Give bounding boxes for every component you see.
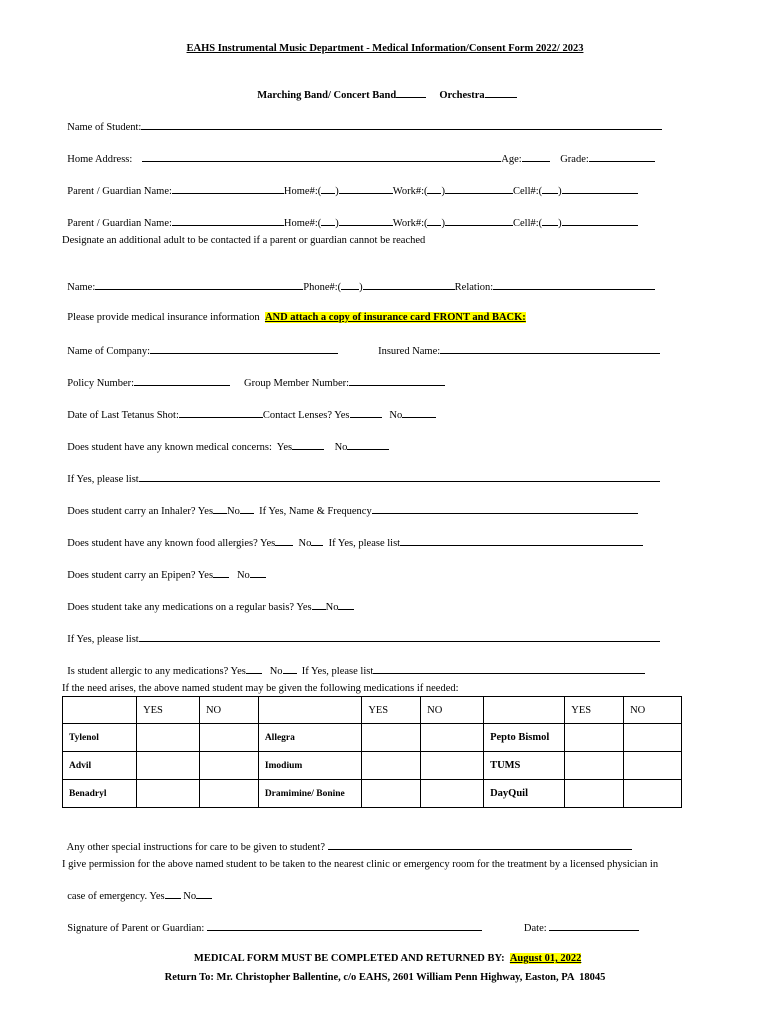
no-checkbox-cell[interactable] [624,724,682,752]
paren: ) [558,218,562,229]
no-checkbox-cell[interactable] [199,724,258,752]
phone-label: Phone#:( [303,282,342,293]
allergic-meds-yes[interactable] [246,663,262,674]
epipen-label: Does student carry an Epipen? Yes [67,570,214,581]
age-label: Age: [501,154,522,165]
paren: ) [558,186,562,197]
meds-list-field[interactable] [139,631,660,642]
home-address-field[interactable] [142,151,501,162]
home-phone-label: Home#:( [283,186,322,197]
paren: ) [441,218,445,229]
parent-name-field-2[interactable] [172,215,284,226]
band-line [252,74,517,102]
medication-name: Tylenol [63,724,137,752]
insurance-attach-note: AND attach a copy of insurance card FRONT and BACK: [264,312,526,323]
parent-name-field-1[interactable] [172,183,284,194]
special-instructions-row [62,826,632,854]
yes-checkbox-cell[interactable] [565,780,624,808]
home-address-row [62,138,655,166]
name-frequency-label: If Yes, Name & Frequency [259,506,372,517]
medication-name: Pepto Bismol [484,724,565,752]
parent-name-label: Parent / Guardian Name: [67,186,172,197]
medication-name: Allegra [258,724,362,752]
no-label: No [236,570,250,581]
cell-phone-field-2[interactable] [562,215,638,226]
signature-field[interactable] [207,920,482,931]
if-yes-list-label: If Yes, please list [67,474,139,485]
grade-field[interactable] [589,151,655,162]
no-label: No [389,410,403,421]
home-address-label: Home Address: [67,154,133,165]
home-area-field-1[interactable] [321,183,335,194]
yes-checkbox-cell[interactable] [362,752,421,780]
no-checkbox-cell[interactable] [199,752,258,780]
signature-label: Signature of Parent or Guardian: [67,923,205,934]
table-header-cell [63,697,137,724]
work-phone-label: Work#:( [392,186,428,197]
no-checkbox-cell[interactable] [421,780,484,808]
relation-label: Relation: [454,282,494,293]
date-label: Date: [523,923,547,934]
no-label: No [298,538,312,549]
cell-area-field-1[interactable] [542,183,558,194]
inhaler-no[interactable] [240,503,254,514]
if-yes-list-label: If Yes, please list [328,538,401,549]
yes-checkbox-cell[interactable] [137,724,200,752]
epipen-row [62,554,266,582]
paren: ) [441,186,445,197]
form-title: EAHS Instrumental Music Department - Medical Information/Consent Form 2022/ 2023 [186,43,584,54]
home-phone-field-1[interactable] [339,183,393,194]
paren: ) [359,282,363,293]
contact-lenses-no[interactable] [402,407,436,418]
student-name-label: Name of Student: [67,122,142,133]
work-area-field-2[interactable] [427,215,441,226]
relation-field[interactable] [493,279,655,290]
medication-name: Dramimine/ Bonine [258,780,362,808]
regular-meds-no[interactable] [338,599,354,610]
inhaler-label: Does student carry an Inhaler? Yes [67,506,214,517]
medication-name: DayQuil [484,780,565,808]
additional-phone-field[interactable] [363,279,455,290]
work-phone-label: Work#:( [392,218,428,229]
permission-yes-label: case of emergency. Yes [67,891,165,902]
table-row [63,780,682,808]
allergic-meds-label: Is student allergic to any medications? Yes [67,666,246,677]
medical-concerns-no[interactable] [347,439,389,450]
company-label: Name of Company: [67,346,151,357]
if-yes-list-label: If Yes, please list [301,666,374,677]
signature-row [62,907,639,935]
group-number-field[interactable] [349,375,445,386]
table-header-row [63,697,682,724]
work-phone-field-2[interactable] [445,215,513,226]
must-return-row [0,939,770,965]
no-checkbox-cell[interactable] [624,780,682,808]
marching-band-blank[interactable] [396,87,426,98]
policy-row [62,362,445,390]
food-allergies-label: Does student have any known food allergies? Yes [67,538,276,549]
policy-number-field[interactable] [134,375,230,386]
regular-meds-yes[interactable] [312,599,326,610]
no-checkbox-cell[interactable] [199,780,258,808]
no-label: No [183,891,197,902]
allergic-meds-no[interactable] [283,663,297,674]
no-checkbox-cell[interactable] [421,752,484,780]
food-allergies-no[interactable] [311,535,323,546]
policy-number-label: Policy Number: [67,378,135,389]
parent-guardian-row-2 [62,202,638,230]
concerns-list-row [62,458,660,486]
contact-lenses-label: Contact Lenses? Yes [262,410,350,421]
no-header: NO [199,697,258,724]
yes-header: YES [362,697,421,724]
permission-yes[interactable] [165,888,181,899]
inhaler-yes[interactable] [213,503,227,514]
additional-name-field[interactable] [95,279,303,290]
allergic-meds-field[interactable] [373,663,645,674]
yes-checkbox-cell[interactable] [137,780,200,808]
due-date: August 01, 2022 [509,953,582,964]
company-row [62,330,660,358]
food-allergies-field[interactable] [400,535,643,546]
special-instructions-label: Any other special instructions for care to be given to student? [66,842,326,853]
cell-phone-label: Cell#:( [512,186,543,197]
no-label: No [334,442,348,453]
no-label: No [269,666,283,677]
yes-header: YES [565,697,624,724]
if-yes-list-label: If Yes, please list [67,634,139,645]
if-need-arises-text: If the need arises, the above named student may be given the following medications if needed: [62,683,459,694]
cell-area-field-2[interactable] [542,215,558,226]
name-label: Name: [67,282,96,293]
inhaler-row [62,490,638,518]
medical-concerns-yes[interactable] [292,439,324,450]
table-header-cell [258,697,362,724]
yes-checkbox-cell[interactable] [362,724,421,752]
yes-checkbox-cell[interactable] [137,752,200,780]
insurance-row [62,298,526,324]
tetanus-label: Date of Last Tetanus Shot: [67,410,179,421]
date-field[interactable] [549,920,639,931]
no-label: No [325,602,339,613]
permission-line-1: I give permission for the above named student to be taken to the nearest clinic or emergency room for the treatment by a licensed physician in [62,859,659,870]
regular-meds-label: Does student take any medications on a regular basis? Yes [67,602,312,613]
home-phone-field-2[interactable] [339,215,393,226]
marching-band-label: Marching Band/ Concert Band [257,90,397,101]
concerns-list-field[interactable] [139,471,660,482]
yes-header: YES [137,697,200,724]
no-label: No [227,506,240,517]
allergic-meds-row [62,650,645,678]
age-field[interactable] [522,151,550,162]
student-name-row [62,106,662,134]
tetanus-row [62,394,436,422]
group-number-label: Group Member Number: [244,378,350,389]
student-name-field[interactable] [141,119,662,130]
epipen-no[interactable] [250,567,266,578]
grade-label: Grade: [560,154,589,165]
yes-checkbox-cell[interactable] [565,752,624,780]
permission-line-2-row [62,875,212,903]
table-row [63,752,682,780]
work-area-field-1[interactable] [427,183,441,194]
paren: ) [335,218,339,229]
meds-list-row [62,618,660,646]
additional-adult-row [62,266,655,294]
insured-name-field[interactable] [440,343,660,354]
medication-name: TUMS [484,752,565,780]
no-header: NO [624,697,682,724]
no-checkbox-cell[interactable] [421,724,484,752]
medical-concerns-label: Does student have any known medical concerns: Yes [67,442,293,453]
designate-adult-text: Designate an additional adult to be contacted if a parent or guardian cannot be reached [62,235,426,246]
orchestra-blank[interactable] [485,87,517,98]
insured-name-label: Insured Name: [378,346,441,357]
orchestra-label: Orchestra [439,90,485,101]
regular-medications-row [62,586,354,614]
table-header-cell [484,697,565,724]
epipen-yes[interactable] [213,567,229,578]
no-checkbox-cell[interactable] [624,752,682,780]
contact-lenses-yes[interactable] [350,407,382,418]
must-return-text: MEDICAL FORM MUST BE COMPLETED AND RETURNED BY: [193,953,505,964]
tetanus-field[interactable] [179,407,263,418]
medication-name: Advil [63,752,137,780]
insurance-intro: Please provide medical insurance information [67,312,260,323]
paren: ) [335,186,339,197]
parent-guardian-row-1 [62,170,638,198]
return-to-address: Return To: Mr. Christopher Ballentine, c/o EAHS, 2601 William Penn Highway, Easton, PA 18045 [164,972,606,983]
medical-concerns-row [62,426,389,454]
work-phone-field-1[interactable] [445,183,513,194]
medication-name: Imodium [258,752,362,780]
table-row [63,724,682,752]
parent-name-label: Parent / Guardian Name: [67,218,172,229]
yes-checkbox-cell[interactable] [565,724,624,752]
special-instructions-field[interactable] [328,839,632,850]
cell-phone-label: Cell#:( [512,218,543,229]
home-phone-label: Home#:( [283,218,322,229]
additional-area-field[interactable] [341,279,359,290]
name-frequency-field[interactable] [372,503,638,514]
food-allergies-row [62,522,643,550]
permission-no[interactable] [196,888,212,899]
no-header: NO [421,697,484,724]
medications-table [62,696,682,808]
medication-name: Benadryl [63,780,137,808]
food-allergies-yes[interactable] [275,535,293,546]
cell-phone-field-1[interactable] [562,183,638,194]
home-area-field-2[interactable] [321,215,335,226]
company-field[interactable] [150,343,338,354]
yes-checkbox-cell[interactable] [362,780,421,808]
